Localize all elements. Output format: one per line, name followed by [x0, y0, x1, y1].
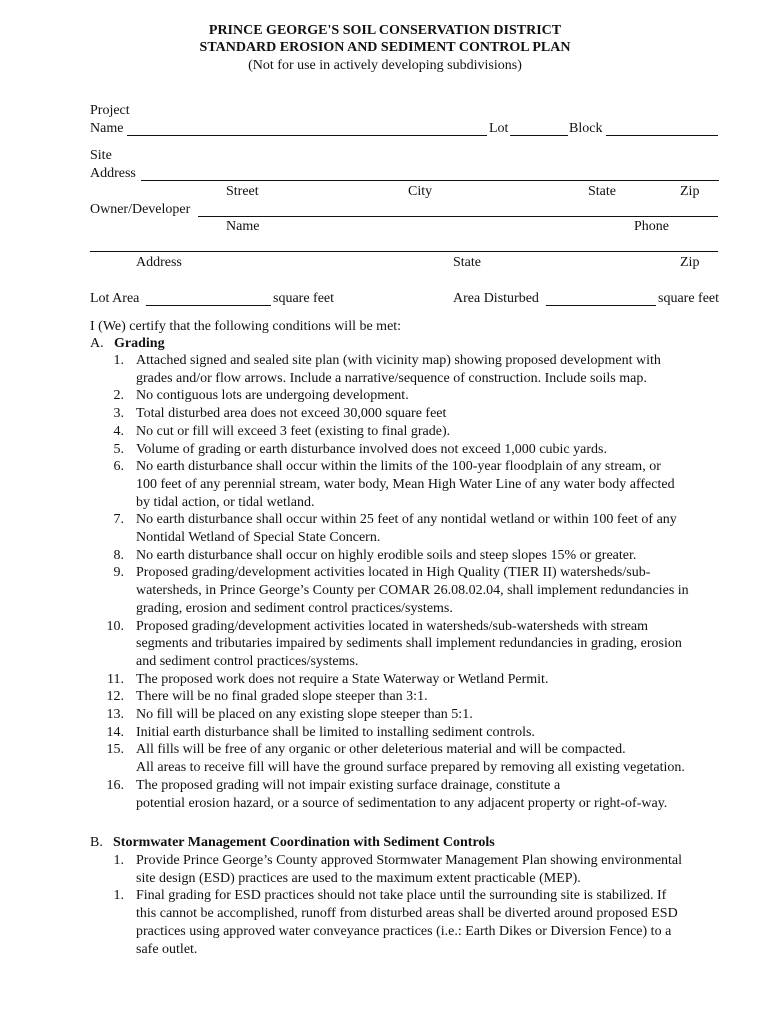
list-item-number: 5. [113, 441, 124, 457]
district-title: PRINCE GEORGE'S SOIL CONSERVATION DISTRICT [208, 23, 562, 38]
list-item-text: Provide Prince George’s County approved Stormwater Management Plan showing environmental [136, 853, 683, 868]
list-item-number: 8. [113, 547, 124, 563]
list-item-text: There will be no final graded slope steeper than 3:1. [136, 689, 428, 705]
list-item-text: grades and/or flow arrows. Include a narrative/sequence of construction. Include soils map. [136, 370, 647, 386]
list-item-text: 100 feet of any perennial stream, water body, Mean High Water Line of any water body affected [136, 476, 675, 492]
list-item-number: 9. [113, 565, 124, 581]
list-item-text: No fill will be placed on any existing slope steeper than 5:1. [136, 707, 473, 722]
lot-area-label: Lot Area [90, 291, 140, 306]
list-item-text: No earth disturbance shall occur within the limits of the 100-year floodplain of any stream, or [136, 459, 661, 475]
list-item-text: Proposed grading/development activities located in watersheds/sub-watersheds with stream [136, 618, 649, 634]
list-item-text: this cannot be accomplished, runoff from disturbed areas shall be diverted around proposed ESD [136, 906, 678, 922]
area-disturbed-field[interactable] [546, 290, 656, 308]
list-item-text: Proposed grading/development activities located in High Quality (TIER II) watersheds/sub- [136, 565, 651, 581]
list-item-text: Final grading for ESD practices should not take place until the surrounding site is stabilized. If [136, 888, 667, 904]
list-item-text: Attached signed and sealed site plan (with vicinity map) showing proposed development with [136, 353, 661, 368]
list-item-number: 11. [107, 671, 124, 687]
list-item-text: The proposed work does not require a State Waterway or Wetland Permit. [136, 671, 549, 687]
list-item-text: safe outlet. [136, 941, 198, 957]
block-label: Block [569, 121, 603, 136]
list-item-number: 1. [113, 353, 124, 368]
zip-caption: Zip [680, 184, 700, 199]
list-item-text: site design (ESD) practices are used to the maximum extent practicable (MEP). [136, 870, 581, 886]
list-item-text: potential erosion hazard, or a source of sedimentation to any adjacent property or right-of-way. [136, 795, 668, 811]
plan-title: STANDARD EROSION AND SEDIMENT CONTROL PLAN [199, 40, 571, 55]
list-item-number: 16. [106, 777, 124, 793]
address-label: Address [90, 166, 136, 181]
area-disturbed-label: Area Disturbed [453, 291, 539, 306]
list-item-number: 6. [113, 459, 124, 475]
list-item-number: 14. [106, 724, 124, 740]
list-item-number: 12. [106, 689, 124, 705]
phone-caption: Phone [634, 219, 669, 234]
site-address-field[interactable] [141, 165, 719, 183]
list-item-text: No cut or fill will exceed 3 feet (existing to final grade). [136, 423, 451, 439]
lot-area-unit: square feet [273, 291, 335, 306]
zip-caption-2: Zip [680, 255, 700, 270]
list-item-text: No earth disturbance shall occur on highly erodible soils and steep slopes 15% or greater. [136, 547, 637, 563]
owner-developer-label: Owner/Developer [90, 202, 191, 217]
list-item-number: 4. [113, 423, 124, 439]
area-disturbed-unit: square feet [658, 291, 720, 306]
section-a-title: Grading [114, 336, 165, 351]
list-item-number: 1. [113, 888, 124, 904]
city-caption: City [408, 184, 433, 199]
list-item-text: The proposed grading will not impair existing surface drainage, constitute a [136, 777, 561, 793]
list-item-text: All areas to receive fill will have the ground surface prepared by removing all existing vegetation. [136, 760, 685, 776]
section-b-title: Stormwater Management Coordination with Sediment Controls [113, 835, 495, 850]
site-label: Site [90, 148, 112, 163]
list-item-text: No earth disturbance shall occur within 25 feet of any nontidal wetland or within 100 feet of any [136, 512, 677, 528]
list-item-number: 3. [113, 406, 124, 422]
state-caption: State [588, 184, 616, 199]
section-b-letter: B. [90, 835, 103, 850]
list-item-number: 15. [106, 742, 124, 758]
list-item-text: Volume of grading or earth disturbance involved does not exceed 1,000 cubic yards. [136, 441, 607, 457]
list-item-text: segments and tributaries impaired by sediments shall implement redundancies in grading, erosion [136, 636, 682, 652]
owner-developer-field[interactable] [198, 201, 718, 219]
street-caption: Street [226, 184, 259, 199]
list-item-text: Initial earth disturbance shall be limited to installing sediment controls. [136, 724, 535, 740]
list-item-text: practices using approved water conveyance practices (i.e.: Earth Dikes or Diversion Fence) to a [136, 923, 672, 939]
section-a-letter: A. [90, 336, 104, 351]
name-label: Name [90, 121, 124, 136]
name-caption: Name [226, 219, 260, 234]
list-item-number: 13. [106, 707, 124, 722]
list-item-number: 10. [106, 618, 124, 634]
project-label: Project [90, 103, 130, 118]
block-field[interactable] [606, 120, 718, 138]
lot-area-field[interactable] [146, 290, 271, 308]
plan-subtitle: (Not for use in actively developing subdivisions) [248, 58, 522, 73]
list-item-text: No contiguous lots are undergoing development. [136, 388, 409, 404]
list-item-text: Total disturbed area does not exceed 30,000 square feet [136, 406, 447, 422]
address-caption: Address [136, 255, 182, 270]
list-item-number: 1. [113, 853, 124, 868]
state-caption-2: State [453, 255, 481, 270]
list-item-number: 7. [113, 512, 124, 528]
owner-address-field[interactable] [90, 236, 718, 254]
list-item-number: 2. [113, 388, 124, 404]
list-item-text: by tidal action, or tidal wetland. [136, 494, 315, 510]
lot-field[interactable] [510, 120, 568, 138]
list-item-text: watersheds, in Prince George’s County per COMAR 26.08.02.04, shall implement redundancies in [136, 583, 689, 599]
list-item-text: All fills will be free of any organic or other deleterious material and will be compacted. [136, 742, 626, 758]
certify-statement: I (We) certify that the following conditions will be met: [90, 319, 402, 334]
project-name-field[interactable] [127, 120, 487, 138]
list-item-text: grading, erosion and sediment control practices/systems. [136, 600, 453, 616]
lot-label: Lot [489, 121, 509, 136]
list-item-text: and sediment control practices/systems. [136, 653, 359, 669]
list-item-text: Nontidal Wetland of Special State Concern. [136, 530, 381, 545]
